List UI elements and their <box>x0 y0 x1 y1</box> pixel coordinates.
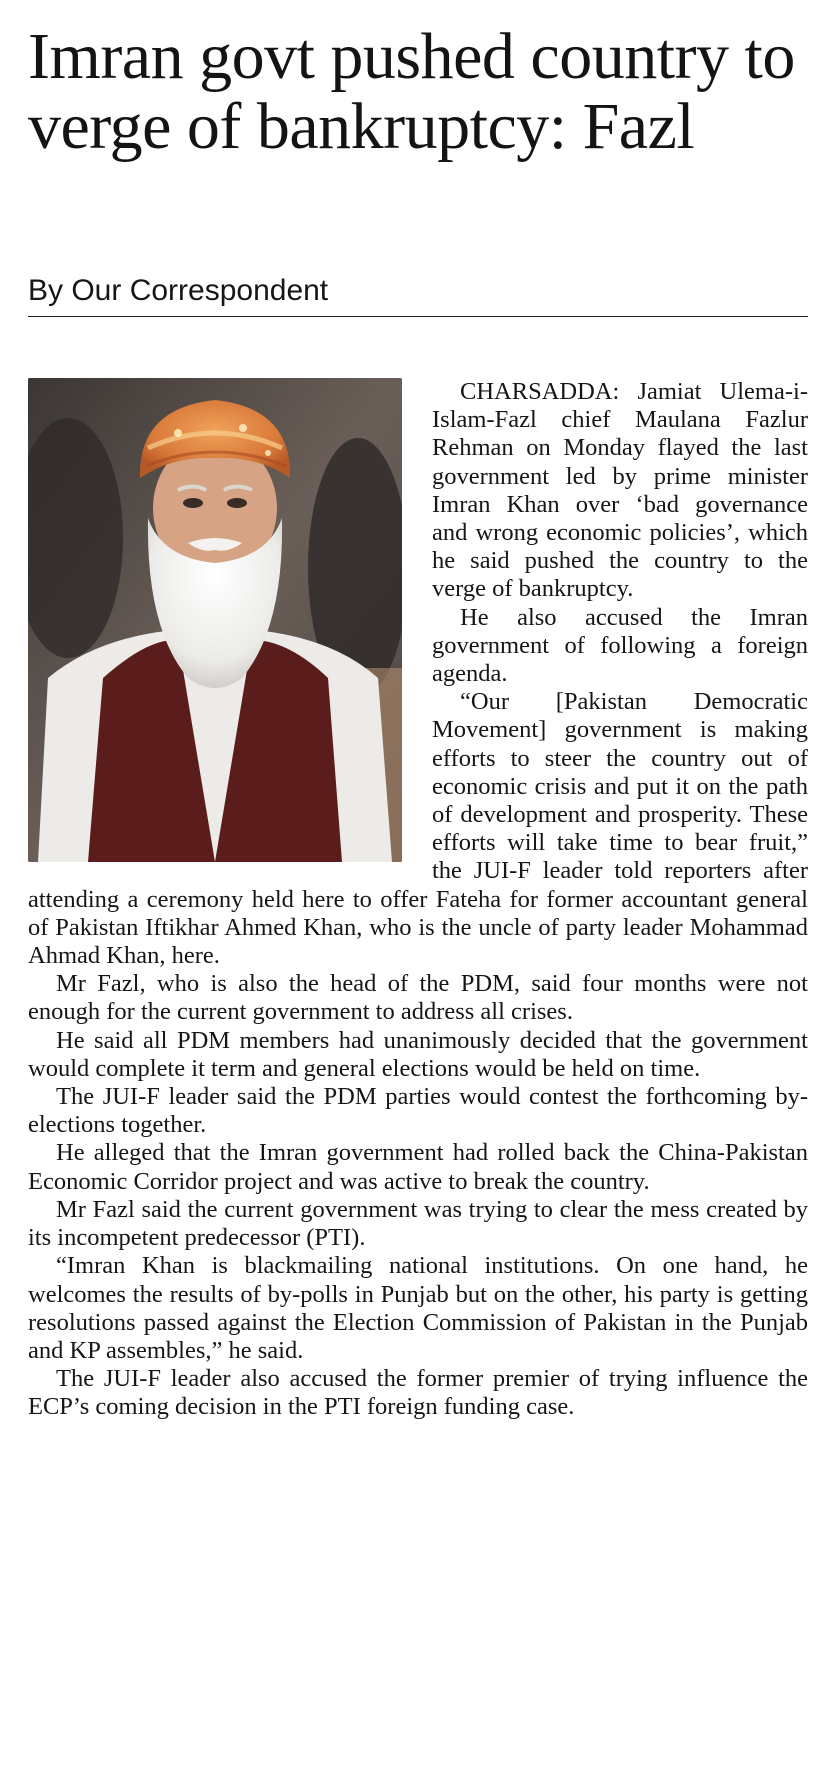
portrait-photo-icon <box>28 378 402 862</box>
paragraph: Mr Fazl, who is also the head of the PDM, said four months were not enough for the current government to address all crises. <box>28 970 808 1026</box>
paragraph: “Imran Khan is blackmailing national institutions. On one hand, he welcomes the results of by-polls in Punjab but on the other, his party is getting resolutions passed against the Election Commission of Pakistan in the Punjab and KP assembles,” he said. <box>28 1252 808 1364</box>
article-body <box>28 378 808 1422</box>
paragraph: “Our [Pakistan Democratic Movement] government is making efforts to steer the country out of economic crisis and put it on the path of development and prosperity. These efforts will take time to bear fruit,” the JUI-F leader told reporters after attending a ceremony held here to offer Fateha for former accountant general of Pakistan Iftikhar Ahmed Khan, who is the uncle of party leader Mohammad Ahmad Khan, here. <box>28 688 808 970</box>
paragraph: He said all PDM members had unanimously decided that the government would complete it term and general elections would be held on time. <box>28 1026 808 1082</box>
paragraph: CHARSADDA: Jamiat Ulema-i-Islam-Fazl chief Maulana Fazlur Rehman on Monday flayed the last government led by prime minister Imran Khan over ‘bad governance and wrong economic policies’, which he said pushed the country to the verge of bankruptcy. <box>432 378 808 603</box>
paragraph: Mr Fazl said the current government was trying to clear the mess created by its incompetent predecessor (PTI). <box>28 1195 808 1252</box>
headline: Imran govt pushed country to verge of bankruptcy: Fazl <box>28 20 795 163</box>
byline: By Our Correspondent <box>28 272 808 317</box>
paragraph: The JUI-F leader said the PDM parties would contest the forthcoming by-elections together. <box>28 1083 808 1139</box>
paragraph: The JUI-F leader also accused the former premier of trying influence the ECP’s coming decision in the PTI foreign funding case. <box>28 1365 808 1421</box>
paragraph: He alleged that the Imran government had rolled back the China-Pakistan Economic Corridor project and was active to break the country. <box>28 1139 808 1195</box>
paragraph: He also accused the Imran government of following a foreign agenda. <box>432 603 808 688</box>
portrait-photo <box>28 378 402 862</box>
